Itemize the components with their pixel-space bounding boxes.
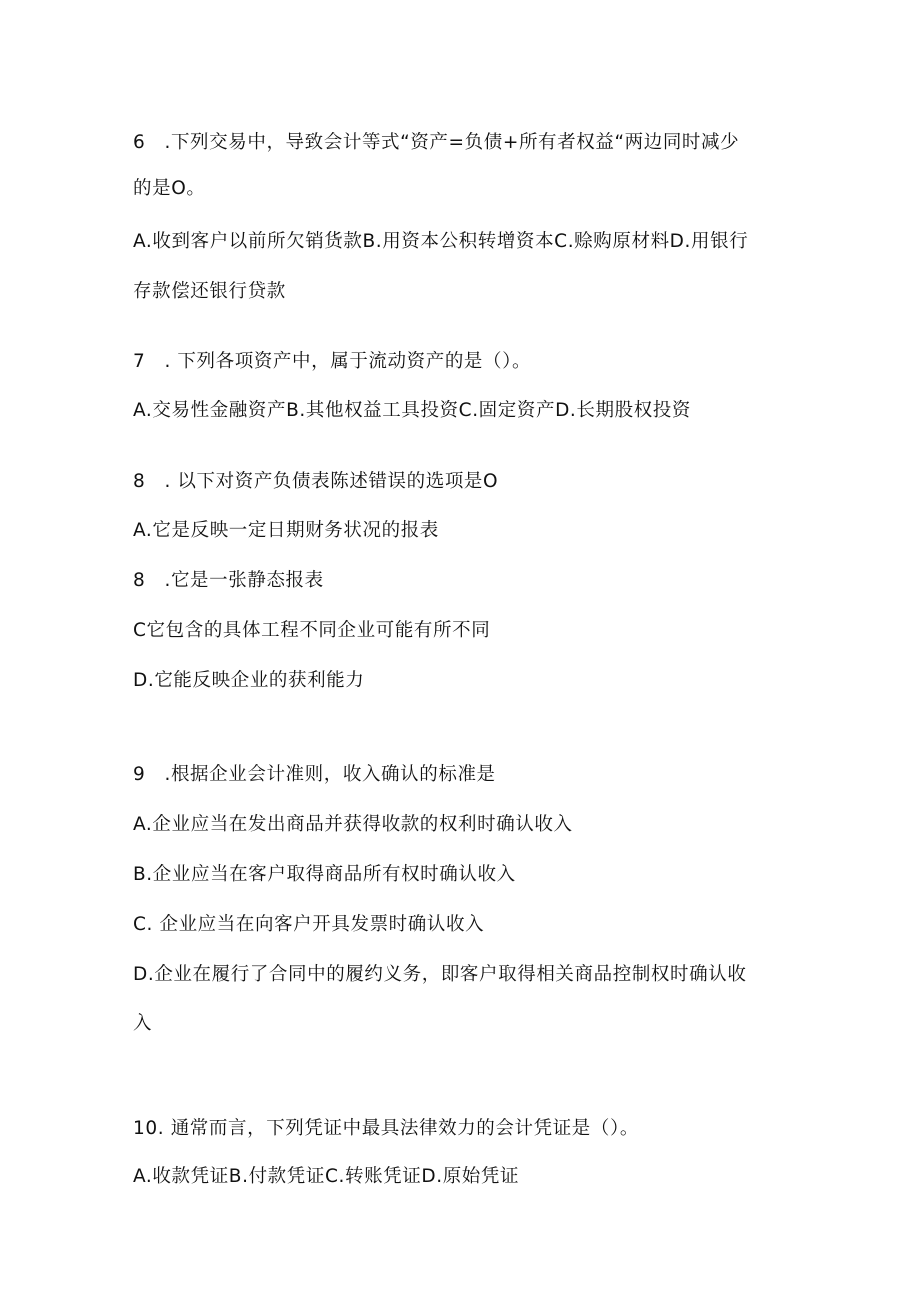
question-6-text: 6 .下列交易中，导致会计等式“资产=负债+所有者权益“两边同时减少 bbox=[133, 132, 740, 153]
question-10-text: 10. 通常而言，下列凭证中最具法律效力的会计凭证是（）。 bbox=[133, 1118, 639, 1139]
question-9-option-a: A.企业应当在发出商品并获得收款的权利时确认收入 bbox=[133, 814, 573, 835]
question-9-option-d: D.企业在履行了合同中的履约义务，即客户取得相关商品控制权时确认收 bbox=[133, 964, 747, 985]
question-7-text: 7 . 下列各项资产中，属于流动资产的是（）。 bbox=[133, 351, 532, 372]
question-7-options: A.交易性金融资产B.其他权益工具投资C.固定资产D.长期股权投资 bbox=[133, 400, 692, 421]
question-9-option-d-cont: 入 bbox=[133, 1013, 153, 1034]
question-9-text: 9 .根据企业会计准则，收入确认的标准是 bbox=[133, 764, 496, 785]
question-10-options: A.收款凭证B.付款凭证C.转账凭证D.原始凭证 bbox=[133, 1166, 520, 1187]
question-8-text: 8 . 以下对资产负债表陈述错误的选项是O bbox=[133, 471, 499, 492]
question-6-text-cont: 的是O。 bbox=[133, 178, 206, 199]
question-6-options-cont: 存款偿还银行贷款 bbox=[133, 281, 286, 302]
question-8-option-a: A.它是反映一定日期财务状况的报表 bbox=[133, 520, 439, 541]
question-8-option-c: C它包含的具体工程不同企业可能有所不同 bbox=[133, 620, 491, 641]
question-9-option-b: B.企业应当在客户取得商品所有权时确认收入 bbox=[133, 864, 516, 885]
question-8-option-b: 8 .它是一张静态报表 bbox=[133, 570, 324, 591]
question-6-options: A.收到客户以前所欠销货款B.用资本公积转增资本C.赊购原材料D.用银行 bbox=[133, 231, 749, 252]
question-9-option-c: C. 企业应当在向客户开具发票时确认收入 bbox=[133, 914, 485, 935]
question-8-option-d: D.它能反映企业的获利能力 bbox=[133, 670, 365, 691]
